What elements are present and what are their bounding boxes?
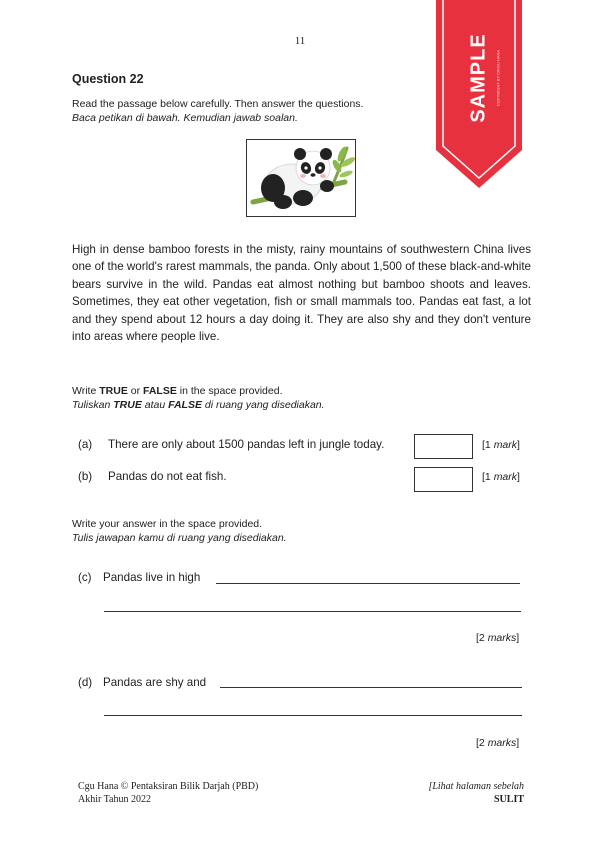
item-b-text: Pandas do not eat fish.: [108, 470, 227, 483]
open-instruction-ms: Tulis jawapan kamu di ruang yang disediakan.: [72, 532, 287, 544]
item-a-answer-box[interactable]: [414, 434, 473, 459]
read-instruction: [72, 97, 363, 125]
footer-next-page: [Lihat halaman sebelah: [428, 781, 524, 792]
item-c-answer-line-1[interactable]: [216, 583, 520, 584]
item-b-answer-box[interactable]: [414, 467, 473, 492]
item-c-text: Pandas live in high: [103, 571, 201, 584]
item-d-answer-line-2[interactable]: [104, 715, 522, 716]
footer-term: Akhir Tahun 2022: [78, 794, 151, 805]
item-d-text: Pandas are shy and: [103, 676, 207, 689]
item-d-answer-line-1[interactable]: [220, 687, 522, 688]
page-number: 11: [294, 35, 306, 47]
open-instruction: [72, 517, 287, 545]
footer-copyright: Cgu Hana © Pentaksiran Bilik Darjah (PBD): [78, 781, 259, 792]
footer-sulit: SULIT: [493, 794, 524, 805]
sample-ribbon-small-text: COPYRIGHT BY CIKGU HANA: [495, 49, 501, 107]
item-b-mark: [1 mark]: [482, 471, 520, 483]
footer-right: [428, 780, 524, 806]
item-c-mark: [2 marks]: [476, 632, 520, 644]
item-a-label: (a): [78, 438, 93, 451]
item-c-answer-line-2[interactable]: [104, 611, 521, 612]
question-title: Question 22: [72, 72, 144, 86]
open-instruction-en: Write your answer in the space provided.: [72, 518, 263, 530]
panda-on-bamboo-icon: [247, 140, 355, 216]
item-d-mark: [2 marks]: [476, 737, 520, 749]
item-a-mark: [1 mark]: [482, 439, 520, 451]
sample-ribbon-text: SAMPLE: [467, 33, 490, 123]
item-a-text: There are only about 1500 pandas left in jungle today.: [108, 438, 385, 451]
reading-passage: High in dense bamboo forests in the misty, rainy mountains of southwestern China lives one of the world's rarest mammals, the panda. Only about 1,500 of these black-and-white bears survive in the wild. Pandas eat almost nothing but bamboo shoots and leaves. Sometimes, they eat other vegetation, fish or small mammals too. Pandas eat fast, a lot and they spend about 12 hours a day doing it. They are also shy and they don't venture into areas where people live.: [72, 243, 531, 344]
panda-picture: [246, 139, 356, 217]
item-c-label: (c): [78, 571, 92, 584]
tf-instruction-ms: Tuliskan TRUE atau FALSE di ruang yang disediakan.: [72, 399, 325, 411]
tf-instruction: [72, 384, 325, 412]
item-d-label: (d): [78, 676, 93, 689]
tf-instruction-en: Write TRUE or FALSE in the space provided.: [72, 385, 283, 397]
sample-ribbon: [436, 0, 522, 188]
read-instruction-en: Read the passage below carefully. Then answer the questions.: [72, 98, 364, 110]
item-b-label: (b): [78, 470, 93, 483]
footer-left: [78, 780, 258, 806]
read-instruction-ms: Baca petikan di bawah. Kemudian jawab soalan.: [72, 112, 298, 124]
